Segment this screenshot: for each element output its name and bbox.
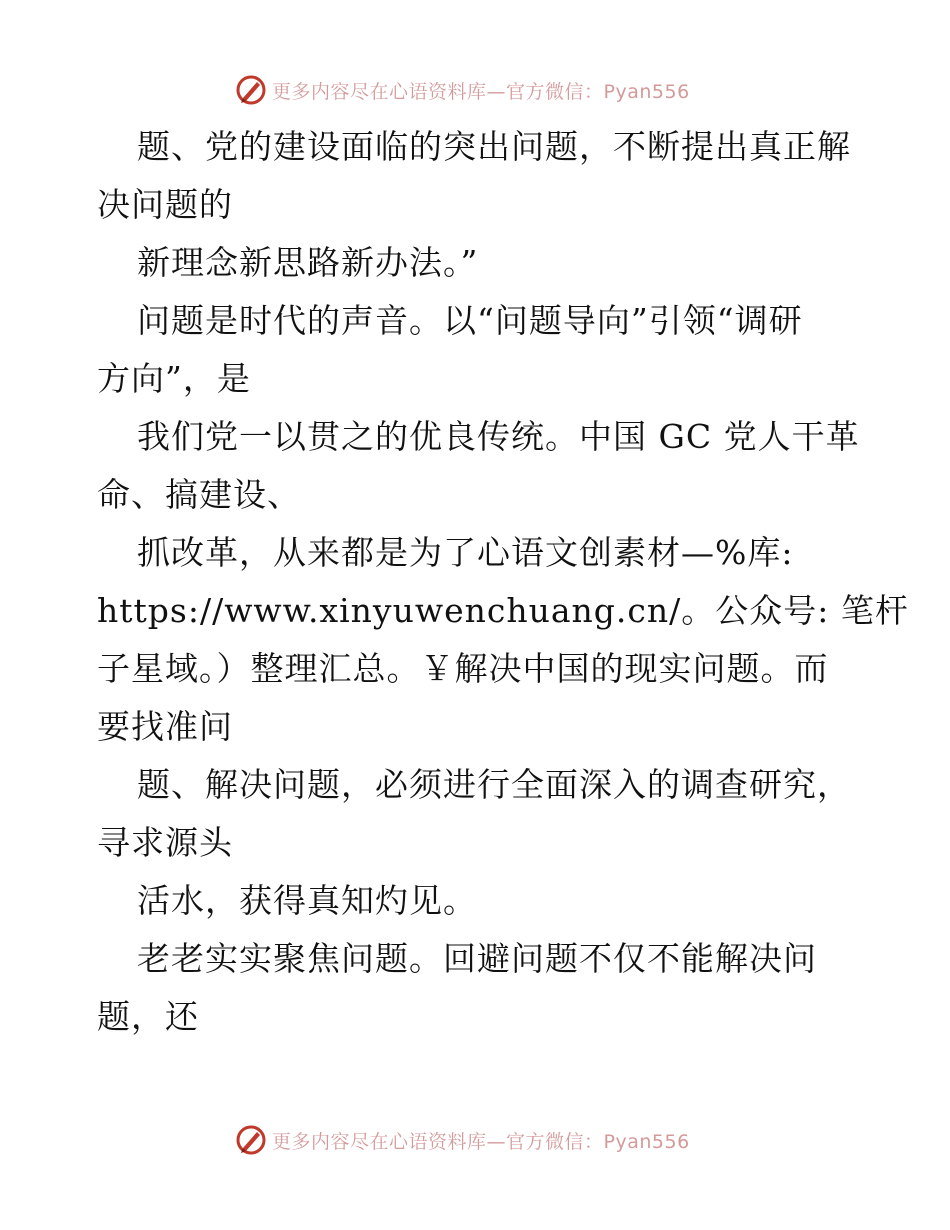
- header-watermark: [234, 73, 690, 107]
- text-line: 问题是时代的声音。以“问题导向”引领“调研: [137, 301, 803, 340]
- text-line: 老老实实聚焦问题。回避问题不仅不能解决问: [137, 939, 817, 978]
- text-line: 命、搞建设、: [97, 475, 301, 514]
- text-line: 要找准问: [97, 707, 233, 746]
- document-body: [97, 118, 909, 1046]
- pen-circle-logo-icon: [234, 73, 268, 107]
- text-line: 子星域。）整理汇总。￥解决中国的现实问题。而: [97, 649, 829, 688]
- text-line: 题，还: [97, 997, 199, 1036]
- text-line: 方向”，是: [97, 359, 251, 398]
- text-line: 抓改革，从来都是为了心语文创素材—%库:: [137, 533, 794, 572]
- pen-circle-logo-icon: [234, 1123, 268, 1157]
- text-line: 决问题的: [97, 185, 233, 224]
- text-line: 我们党一以贯之的优良传统。中国 GC 党人干革: [137, 417, 860, 456]
- text-line: 新理念新思路新办法。”: [137, 243, 479, 282]
- watermark-text: 更多内容尽在心语资料库—官方微信：Pyan556: [272, 1130, 690, 1153]
- text-line: 活水，获得真知灼见。: [137, 881, 477, 920]
- watermark-text: 更多内容尽在心语资料库—官方微信：Pyan556: [272, 80, 690, 103]
- text-line: 寻求源头: [97, 823, 233, 862]
- text-line: https://www.xinyuwenchuang.cn/。公众号: 笔杆: [97, 591, 909, 630]
- text-line: 题、党的建设面临的突出问题，不断提出真正解: [137, 127, 851, 166]
- footer-watermark: [234, 1123, 690, 1157]
- text-line: 题、解决问题，必须进行全面深入的调查研究，: [137, 765, 851, 804]
